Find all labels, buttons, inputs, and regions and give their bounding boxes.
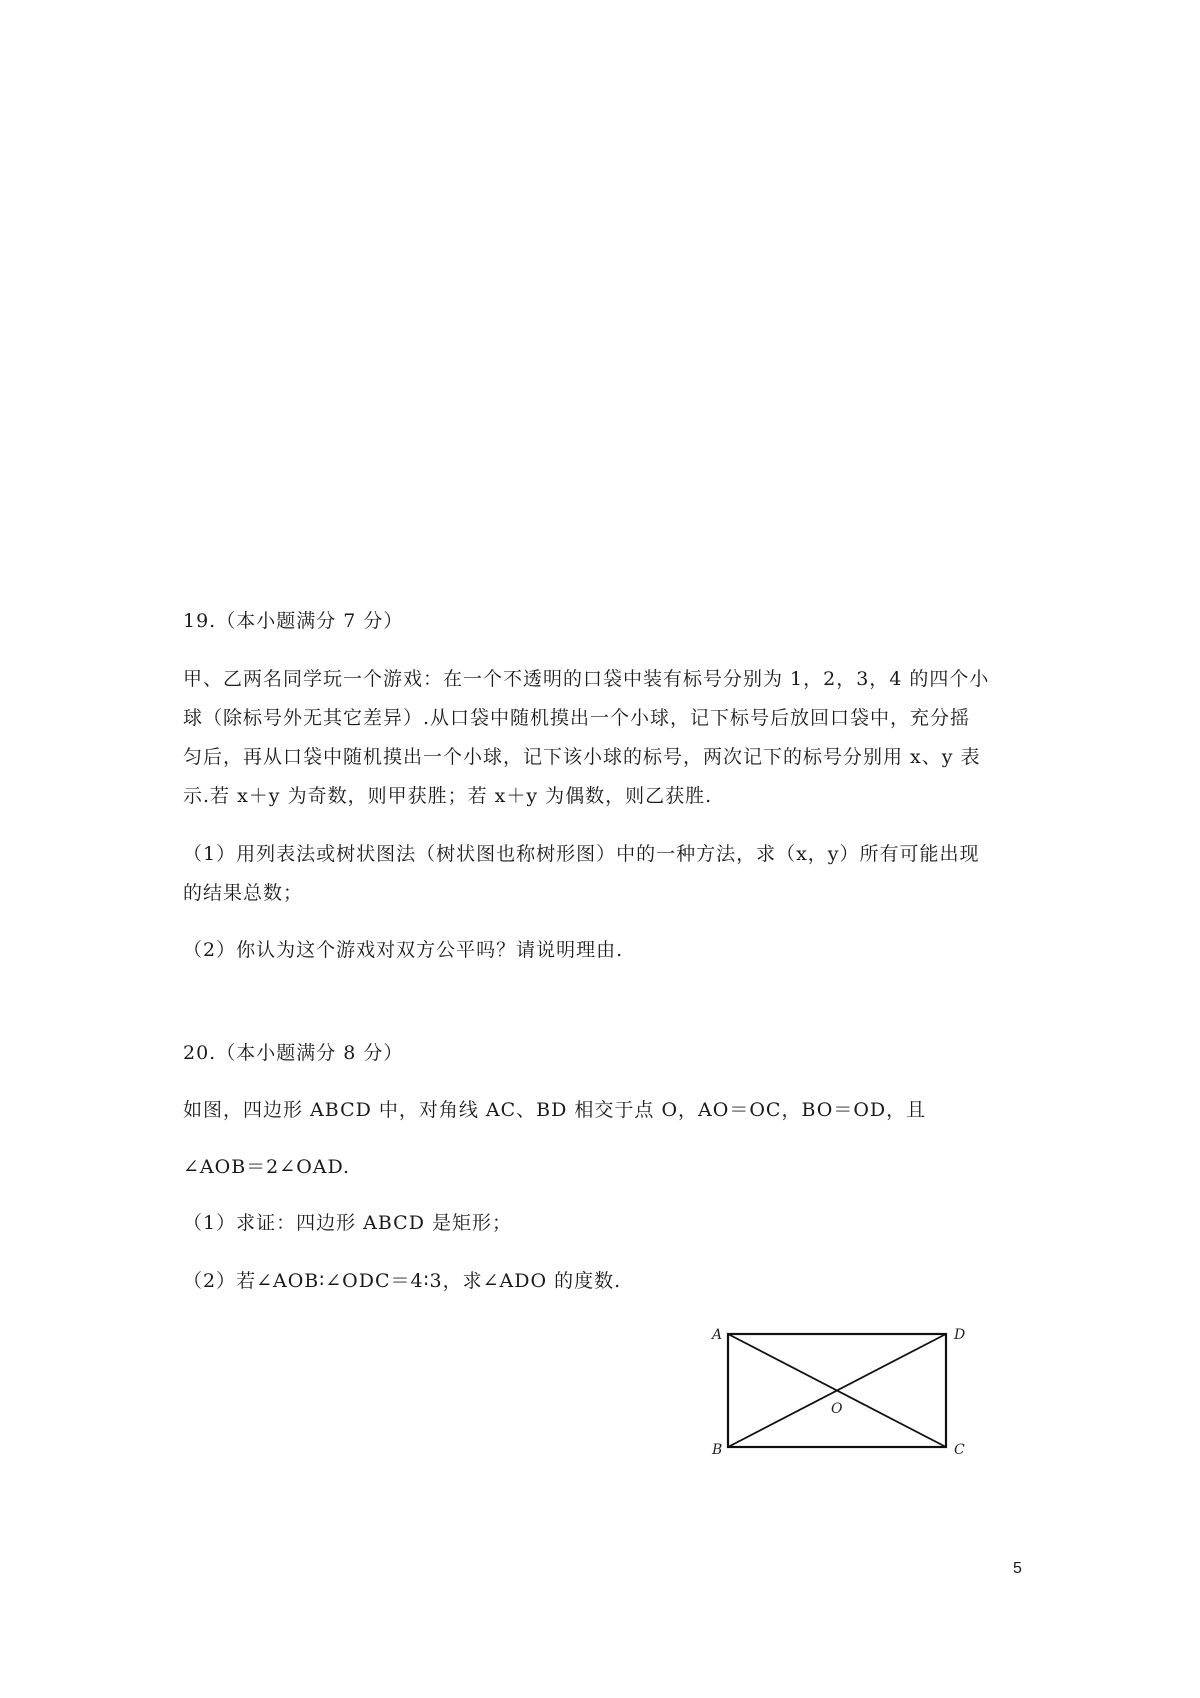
q19-part1-line-2: 的结果总数； [183,882,304,904]
label-a: A [712,1327,723,1343]
q20-text-line-2: ∠AOB＝2∠OAD. [183,1156,351,1178]
q19-text-line-2: 球（除标号外无其它差异）.从口袋中随机摸出一个小球，记下标号后放回口袋中，充分摇 [183,707,971,729]
q20-part2: （2）若∠AOB∶∠ODC＝4∶3，求∠ADO 的度数. [183,1270,622,1292]
q19-text-line-1: 甲、乙两名同学玩一个游戏：在一个不透明的口袋中装有标号分别为 1，2，3，4 的四个小 [183,668,990,690]
q19-part2: （2）你认为这个游戏对双方公平吗？请说明理由. [183,939,624,961]
label-b: B [712,1442,723,1458]
q19-part1-line-1: （1）用列表法或树状图法（树状图也称树形图）中的一种方法，求（x，y）所有可能出现 [183,843,980,865]
page-number: 5 [1013,1560,1022,1577]
q19-heading: 19.（本小题满分 7 分） [183,610,404,632]
label-d: D [954,1327,966,1343]
q20-heading: 20.（本小题满分 8 分） [183,1042,404,1064]
q20-text-line-1: 如图，四边形 ABCD 中，对角线 AC、BD 相交于点 O，AO＝OC，BO＝OD，且 [183,1099,927,1121]
q19-text-line-4: 示.若 x＋y 为奇数，则甲获胜；若 x＋y 为偶数，则乙获胜. [183,785,713,807]
q20-part1: （1）求证：四边形 ABCD 是矩形； [183,1212,512,1234]
label-c: C [954,1442,965,1458]
rectangle-diagram [696,1312,978,1464]
rectangle-figure [696,1312,978,1464]
q19-text-line-3: 匀后，再从口袋中随机摸出一个小球，记下该小球的标号，两次记下的标号分别用 x、y 表 [183,746,981,768]
label-o: O [831,1401,843,1417]
